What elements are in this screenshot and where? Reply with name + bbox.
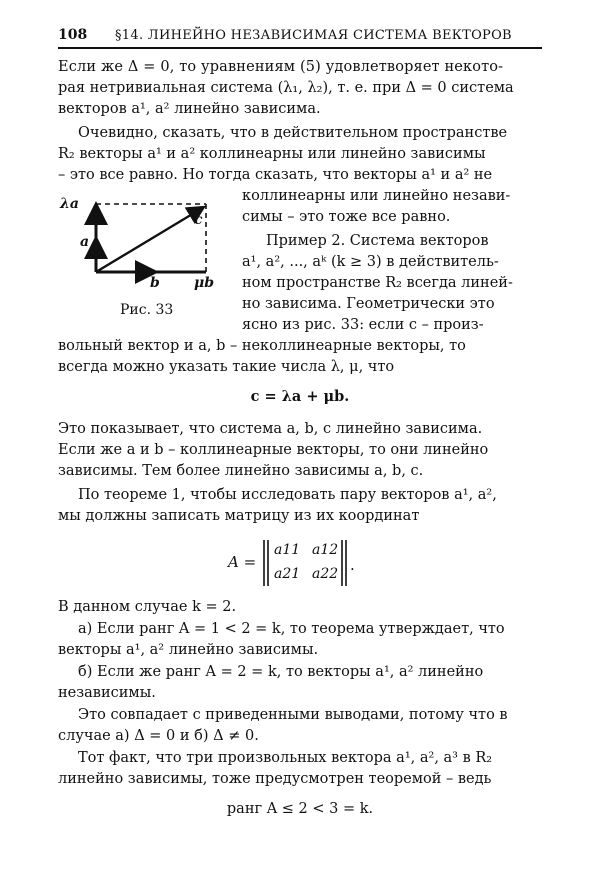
- matrix-a12: a12: [312, 542, 339, 558]
- text-line: векторов a¹, a² линейно зависима.: [58, 101, 321, 117]
- text-line: векторы a¹, a² линейно зависимы.: [58, 642, 319, 658]
- text-line: ном пространстве R₂ всегда линей-: [242, 275, 513, 291]
- text-line: По теореме 1, чтобы исследовать пару векторов a¹, a²,: [78, 487, 497, 503]
- label-a: a: [80, 234, 90, 250]
- text-line: но зависима. Геометрически это: [242, 296, 495, 312]
- text-line: В данном случае k = 2.: [58, 599, 237, 615]
- text-line: б) Если же ранг A = 2 = k, то векторы a¹, a² линейно: [78, 664, 484, 680]
- text-line: зависимы. Тем более линейно зависимы a, b, c.: [58, 463, 424, 479]
- figure-33: [58, 192, 238, 317]
- text-line: Это показывает, что система a, b, c линейно зависима.: [58, 421, 483, 437]
- text-line: ясно из рис. 33: если c – произ-: [242, 317, 484, 333]
- example-heading: Пример 2. Система векторов: [266, 233, 489, 249]
- figure-caption: Рис. 33: [120, 302, 174, 318]
- matrix-lhs: A =: [228, 553, 257, 571]
- matrix-a21: a21: [274, 566, 301, 582]
- text-line: Если же a и b – коллинеарные векторы, то они линейно: [58, 442, 489, 458]
- text-line: случае а) Δ = 0 и б) Δ ≠ 0.: [58, 728, 259, 744]
- text-line: R₂ векторы a¹ и a² коллинеарны или линейно зависимы: [58, 146, 486, 162]
- page-number: 108: [58, 27, 88, 43]
- text-line: – это все равно. Но тогда сказать, что векторы a¹ и a² не: [58, 167, 493, 183]
- text-line: Это совпадает с приведенными выводами, потому что в: [78, 707, 508, 723]
- text-line: независимы.: [58, 685, 156, 701]
- text-line: Если же Δ = 0, то уравнениям (5) удовлетворяет некото-: [58, 59, 504, 75]
- text-line: рая нетривиальная система (λ₁, λ₂), т. е. при Δ = 0 система: [58, 80, 514, 96]
- text-line: линейно зависимы, тоже предусмотрен теоремой – ведь: [58, 771, 492, 787]
- text-line: a¹, a², ..., aᵏ (k ≥ 3) в действитель-: [242, 254, 499, 270]
- text-line: всегда можно указать такие числа λ, μ, что: [58, 359, 395, 375]
- formula-c: c = λa + μb.: [250, 388, 350, 405]
- matrix-period: .: [350, 556, 355, 574]
- text-line: а) Если ранг A = 1 < 2 = k, то теорема утверждает, что: [78, 621, 505, 637]
- matrix-equation: [228, 538, 388, 588]
- running-title: §14. ЛИНЕЙНО НЕЗАВИСИМАЯ СИСТЕМА ВЕКТОРОВ: [115, 28, 512, 43]
- label-lambda-a: λa: [60, 196, 79, 212]
- text-line: Тот факт, что три произвольных вектора a¹, a², a³ в R₂: [78, 750, 493, 766]
- text-line: Очевидно, сказать, что в действительном пространстве: [78, 125, 508, 141]
- formula-rank: ранг A ≤ 2 < 3 = k.: [226, 801, 374, 817]
- label-b: b: [150, 275, 160, 291]
- label-c: c: [194, 212, 203, 228]
- matrix-a22: a22: [312, 566, 339, 582]
- text-line: вольный вектор и a, b – неколлинеарные векторы, то: [58, 338, 466, 354]
- running-header: [58, 27, 542, 49]
- text-line: мы должны записать матрицу из их координат: [58, 508, 420, 524]
- c-vector: [96, 207, 204, 272]
- text-line: коллинеарны или линейно незави-: [242, 188, 511, 204]
- label-mu-b: μb: [194, 275, 215, 291]
- text-line: симы – это тоже все равно.: [242, 209, 451, 225]
- matrix-a11: a11: [274, 542, 301, 558]
